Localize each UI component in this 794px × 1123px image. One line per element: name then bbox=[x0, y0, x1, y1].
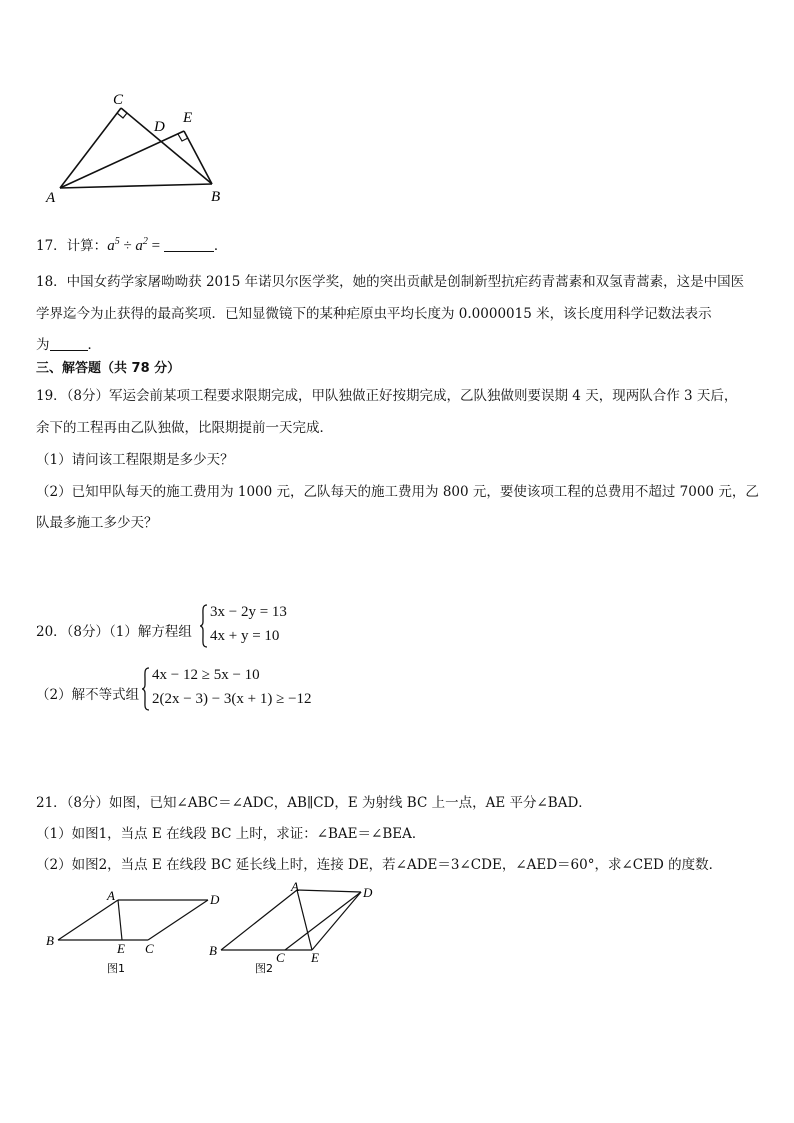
q18-line-2: 学界迄今为止获得的最高奖项．已知显微镜下的某种疟原虫平均长度为 0.0000015 米，该长度用科学记数法表示 bbox=[36, 306, 712, 322]
q21-part-2: （2）如图2，当点 E 在线段 BC 延长线上时，连接 DE，若∠ADE＝3∠CDE，∠AED＝60°，求∠CED 的度数． bbox=[36, 857, 723, 873]
q19-line-2: 余下的工程再由乙队独做，比限期提前一天完成． bbox=[36, 420, 333, 436]
fig2-label-c: C bbox=[276, 950, 285, 965]
q17-prefix: 17．计算： bbox=[36, 238, 108, 254]
q20-part-2-brace bbox=[141, 667, 151, 711]
fig1-label-d: D bbox=[210, 892, 220, 907]
label-d: D bbox=[154, 119, 165, 135]
q17-end: ． bbox=[213, 238, 228, 254]
q20-equation-2: 4x + y = 10 bbox=[210, 628, 280, 644]
fig1-label-b: B bbox=[46, 933, 54, 948]
q18-line3-prefix: 为 bbox=[36, 337, 50, 353]
q19-part-2-line-2: 队最多施工多少天？ bbox=[36, 515, 158, 531]
fig2-label-a: A bbox=[291, 880, 299, 894]
label-e: E bbox=[183, 110, 193, 126]
fig2-label-e: E bbox=[311, 950, 319, 965]
q20-part-2-prefix: （2）解不等式组 bbox=[36, 687, 140, 703]
q17-answer-blank[interactable] bbox=[164, 237, 214, 252]
label-c: C bbox=[113, 92, 124, 108]
label-a: A bbox=[46, 190, 56, 206]
label-b: B bbox=[211, 189, 221, 205]
figure-1 bbox=[40, 886, 230, 978]
fig1-label-a: A bbox=[107, 888, 115, 903]
question-17 bbox=[36, 234, 227, 255]
q19-part-1: （1）请问该工程限期是多少天？ bbox=[36, 452, 234, 468]
q17-expression bbox=[107, 238, 164, 254]
fig1-label-c: C bbox=[145, 941, 154, 956]
section-3-title: 三、解答题（共 78 分） bbox=[36, 361, 181, 376]
fig1-label-e: E bbox=[117, 941, 125, 956]
q18-line-3 bbox=[36, 333, 101, 353]
top-triangle-figure bbox=[40, 88, 240, 206]
fig2-label-b: B bbox=[209, 943, 217, 958]
q17-equals: = bbox=[147, 238, 164, 254]
q17-base-2: a bbox=[135, 238, 143, 254]
q19-part-2-line-1: （2）已知甲队每天的施工费用为 1000 元，乙队每天的施工费用为 800 元，要使该项工程的总费用不超过 7000 元，乙 bbox=[36, 484, 759, 500]
fig1-caption: 图1 bbox=[107, 962, 125, 975]
q21-part-1: （1）如图1，当点 E 在线段 BC 上时，求证：∠BAE＝∠BEA． bbox=[36, 826, 426, 842]
q20-part-1-brace bbox=[199, 604, 209, 648]
q17-base-1: a bbox=[107, 238, 115, 254]
q17-exponent-2: 2 bbox=[142, 236, 148, 247]
q21-line-1: 21．（8分）如图，已知∠ABC＝∠ADC，AB∥CD，E 为射线 BC 上一点，AE 平分∠BAD． bbox=[36, 795, 592, 811]
q18-line3-end: ． bbox=[87, 337, 101, 353]
q20-inequality-2: 2(2x − 3) − 3(x + 1) ≥ −12 bbox=[152, 691, 312, 707]
q17-exponent-1: 5 bbox=[114, 236, 120, 247]
q20-part-1-prefix: 20．（8分）（1）解方程组 bbox=[36, 624, 192, 640]
fig2-caption: 图2 bbox=[255, 962, 273, 975]
q18-answer-blank[interactable] bbox=[50, 336, 88, 351]
q20-inequality-1: 4x − 12 ≥ 5x − 10 bbox=[152, 667, 260, 683]
figure-2 bbox=[205, 880, 380, 980]
q17-div: ÷ bbox=[119, 238, 136, 254]
q19-line-1: 19．（8分）军运会前某项工程要求限期完成，甲队独做正好按期完成，乙队独做则要误期 4 天，现两队合作 3 天后， bbox=[36, 388, 738, 404]
fig2-label-d: D bbox=[363, 885, 373, 900]
q20-equation-1: 3x − 2y = 13 bbox=[210, 604, 287, 620]
q18-line-1: 18．中国女药学家屠呦呦获 2015 年诺贝尔医学奖，她的突出贡献是创制新型抗疟药青蒿素和双氢青蒿素，这是中国医 bbox=[36, 274, 745, 290]
